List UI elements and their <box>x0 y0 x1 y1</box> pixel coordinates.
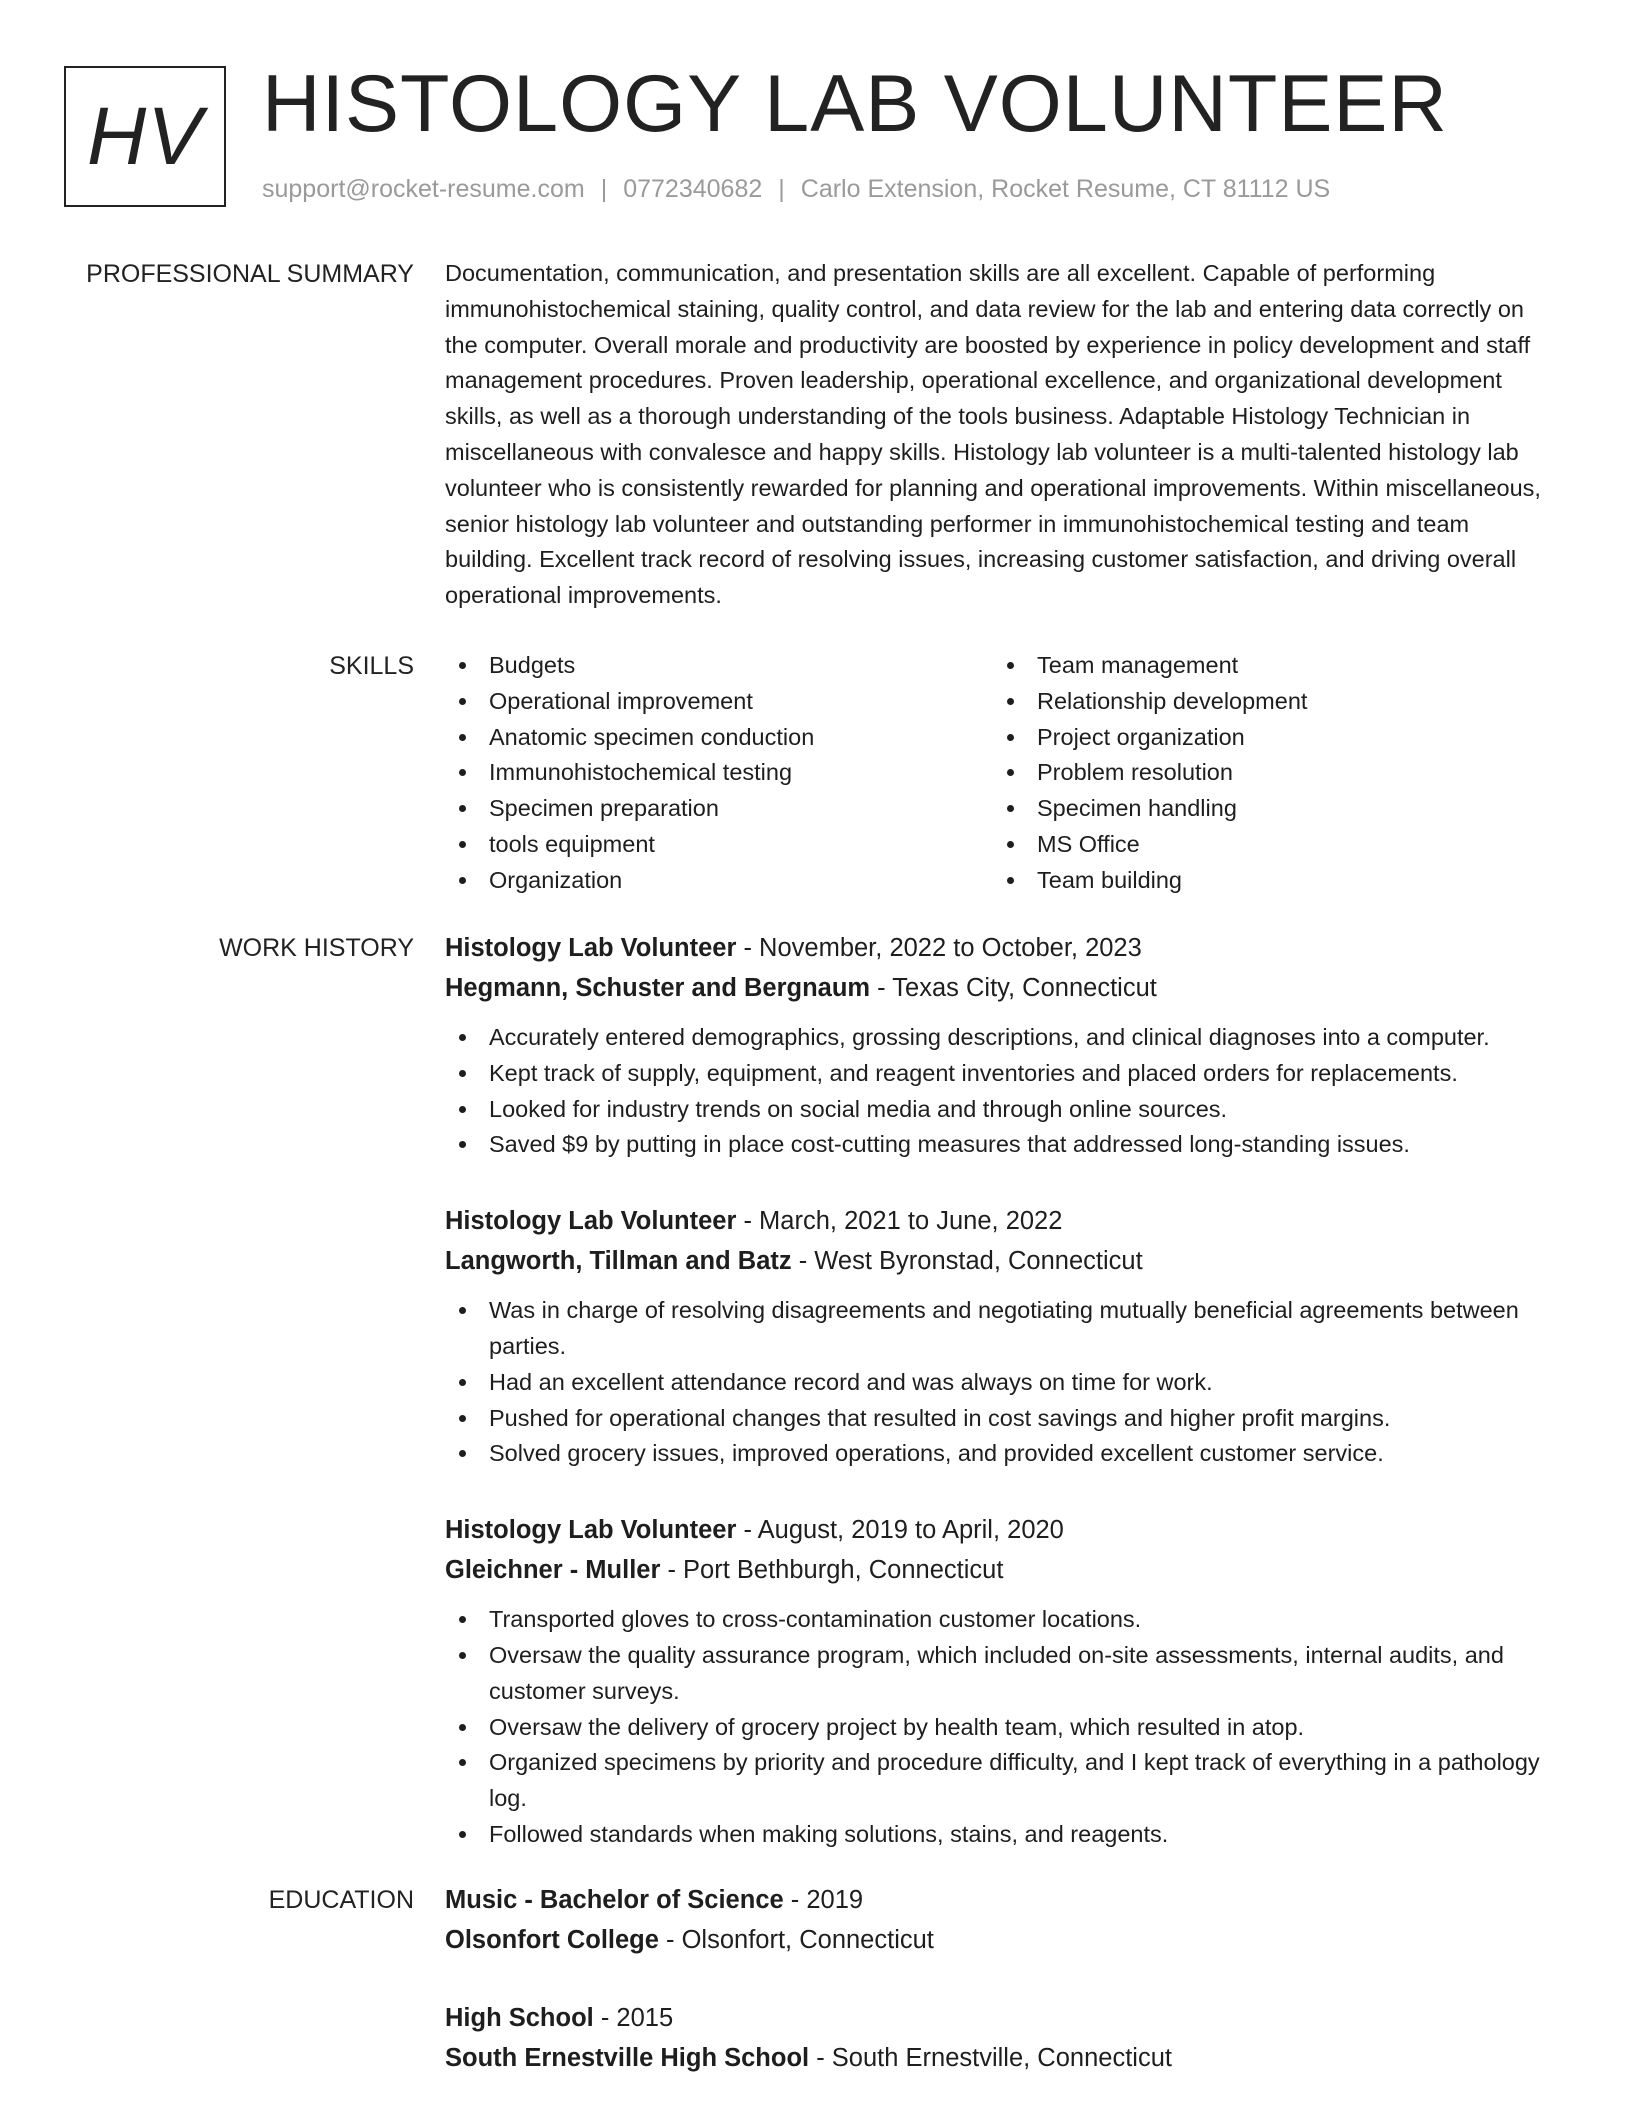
job-title: Histology Lab Volunteer <box>445 1516 737 1545</box>
job-company: Hegmann, Schuster and Bergnaum <box>445 974 871 1002</box>
job-bullets <box>445 1020 1563 1163</box>
skill-item: tools equipment <box>445 827 993 863</box>
summary-text: Documentation, communication, and presentation skills are all excellent. Capable of performing immunohistochemical staining, quality control, and data review for the lab and entering data correctly on the computer. Overall morale and productivity are boosted by experience in policy development and staff management procedures. Proven leadership, operational excellence, and organizational development skills, as well as a thorough understanding of the tools business. Adaptable Histology Technician in miscellaneous with convalesce and happy skills. Histology lab volunteer is a multi-talented histology lab volunteer who is consistently rewarded for planning and operational improvements. Within miscellaneous, senior histology lab volunteer and outstanding performer in immunohistochemical testing and team building. Excellent track record of resolving issues, increasing customer satisfaction, and driving overall operational improvements. <box>445 260 1541 609</box>
job-bullet: Solved grocery issues, improved operations, and provided excellent customer service. <box>445 1436 1563 1472</box>
education-degree: Music - Bachelor of Science <box>445 1886 784 1914</box>
skills-list-right <box>993 648 1541 899</box>
job-company: Langworth, Tillman and Batz <box>445 1247 792 1276</box>
job-title: Histology Lab Volunteer <box>445 1207 737 1236</box>
skill-item: Relationship development <box>993 684 1541 720</box>
skill-item: Problem resolution <box>993 755 1541 791</box>
job-bullets <box>445 1293 1563 1472</box>
job-bullet: Accurately entered demographics, grossing descriptions, and clinical diagnoses into a computer. <box>445 1020 1563 1056</box>
skill-item: Operational improvement <box>445 684 993 720</box>
education-year: - 2019 <box>783 1886 864 1914</box>
education-location: - Olsonfort, Connecticut <box>658 1926 934 1954</box>
summary-label: PROFESSIONAL SUMMARY <box>86 260 414 288</box>
job-location: - Port Bethburgh, Connecticut <box>660 1556 1004 1585</box>
skill-item: Team building <box>993 863 1541 899</box>
job-bullet: Followed standards when making solutions, stains, and reagents. <box>445 1817 1563 1853</box>
job-bullet: Oversaw the delivery of grocery project by health team, which resulted in atop. <box>445 1710 1563 1746</box>
skill-item: Team management <box>993 648 1541 684</box>
contact-separator: | <box>778 175 785 203</box>
monogram-initials: HV <box>87 90 203 182</box>
education-school: Olsonfort College <box>445 1926 659 1954</box>
skill-item: Specimen preparation <box>445 791 993 827</box>
skill-item: Immunohistochemical testing <box>445 755 993 791</box>
education-school: South Ernestville High School <box>445 2044 810 2072</box>
contact-email: support@rocket-resume.com <box>262 175 585 203</box>
job-dates: - August, 2019 to April, 2020 <box>736 1516 1064 1545</box>
job-company: Gleichner - Muller <box>445 1556 661 1585</box>
skill-item: Specimen handling <box>993 791 1541 827</box>
candidate-name: HISTOLOGY LAB VOLUNTEER <box>262 59 1448 149</box>
job-entry <box>445 928 1563 1163</box>
job-bullet: Kept track of supply, equipment, and reagent inventories and placed orders for replacements. <box>445 1056 1563 1092</box>
job-bullet: Transported gloves to cross-contamination customer locations. <box>445 1602 1563 1638</box>
skill-item: MS Office <box>993 827 1541 863</box>
contact-phone: 0772340682 <box>623 175 763 203</box>
education-degree: High School <box>445 2004 594 2032</box>
work-history-label: WORK HISTORY <box>219 934 414 962</box>
contact-address: Carlo Extension, Rocket Resume, CT 81112 US <box>800 175 1331 203</box>
education-entry <box>445 1998 1563 2078</box>
job-entry <box>445 1510 1563 1853</box>
skills-list-left <box>445 648 993 899</box>
job-dates: - November, 2022 to October, 2023 <box>736 934 1142 962</box>
skill-item: Organization <box>445 863 993 899</box>
job-bullet: Organized specimens by priority and procedure difficulty, and I kept track of everything in a pathology log. <box>445 1745 1563 1817</box>
contact-line <box>262 175 1330 204</box>
job-bullet: Looked for industry trends on social media and through online sources. <box>445 1092 1563 1128</box>
monogram-box <box>64 66 226 207</box>
job-dates: - March, 2021 to June, 2022 <box>736 1207 1063 1236</box>
skill-item: Anatomic specimen conduction <box>445 720 993 756</box>
skill-item: Budgets <box>445 648 993 684</box>
job-entry <box>445 1201 1563 1472</box>
job-bullet: Was in charge of resolving disagreements and negotiating mutually beneficial agreements between parties. <box>445 1293 1563 1365</box>
education-entry <box>445 1880 1563 1960</box>
job-location: - Texas City, Connecticut <box>870 974 1157 1002</box>
education-year: - 2015 <box>593 2004 674 2032</box>
contact-separator: | <box>600 175 608 203</box>
job-bullet: Saved $9 by putting in place cost-cutting measures that addressed long-standing issues. <box>445 1127 1563 1163</box>
job-bullet: Oversaw the quality assurance program, which included on-site assessments, internal audits, and customer surveys. <box>445 1638 1563 1710</box>
job-location: - West Byronstad, Connecticut <box>791 1247 1143 1276</box>
job-bullet: Pushed for operational changes that resulted in cost savings and higher profit margins. <box>445 1401 1563 1437</box>
job-bullet: Had an excellent attendance record and was always on time for work. <box>445 1365 1563 1401</box>
job-title: Histology Lab Volunteer <box>445 934 737 962</box>
job-bullets <box>445 1602 1563 1853</box>
education-location: - South Ernestville, Connecticut <box>809 2044 1172 2072</box>
education-label: EDUCATION <box>268 1886 414 1914</box>
skill-item: Project organization <box>993 720 1541 756</box>
skills-label: SKILLS <box>329 652 414 680</box>
